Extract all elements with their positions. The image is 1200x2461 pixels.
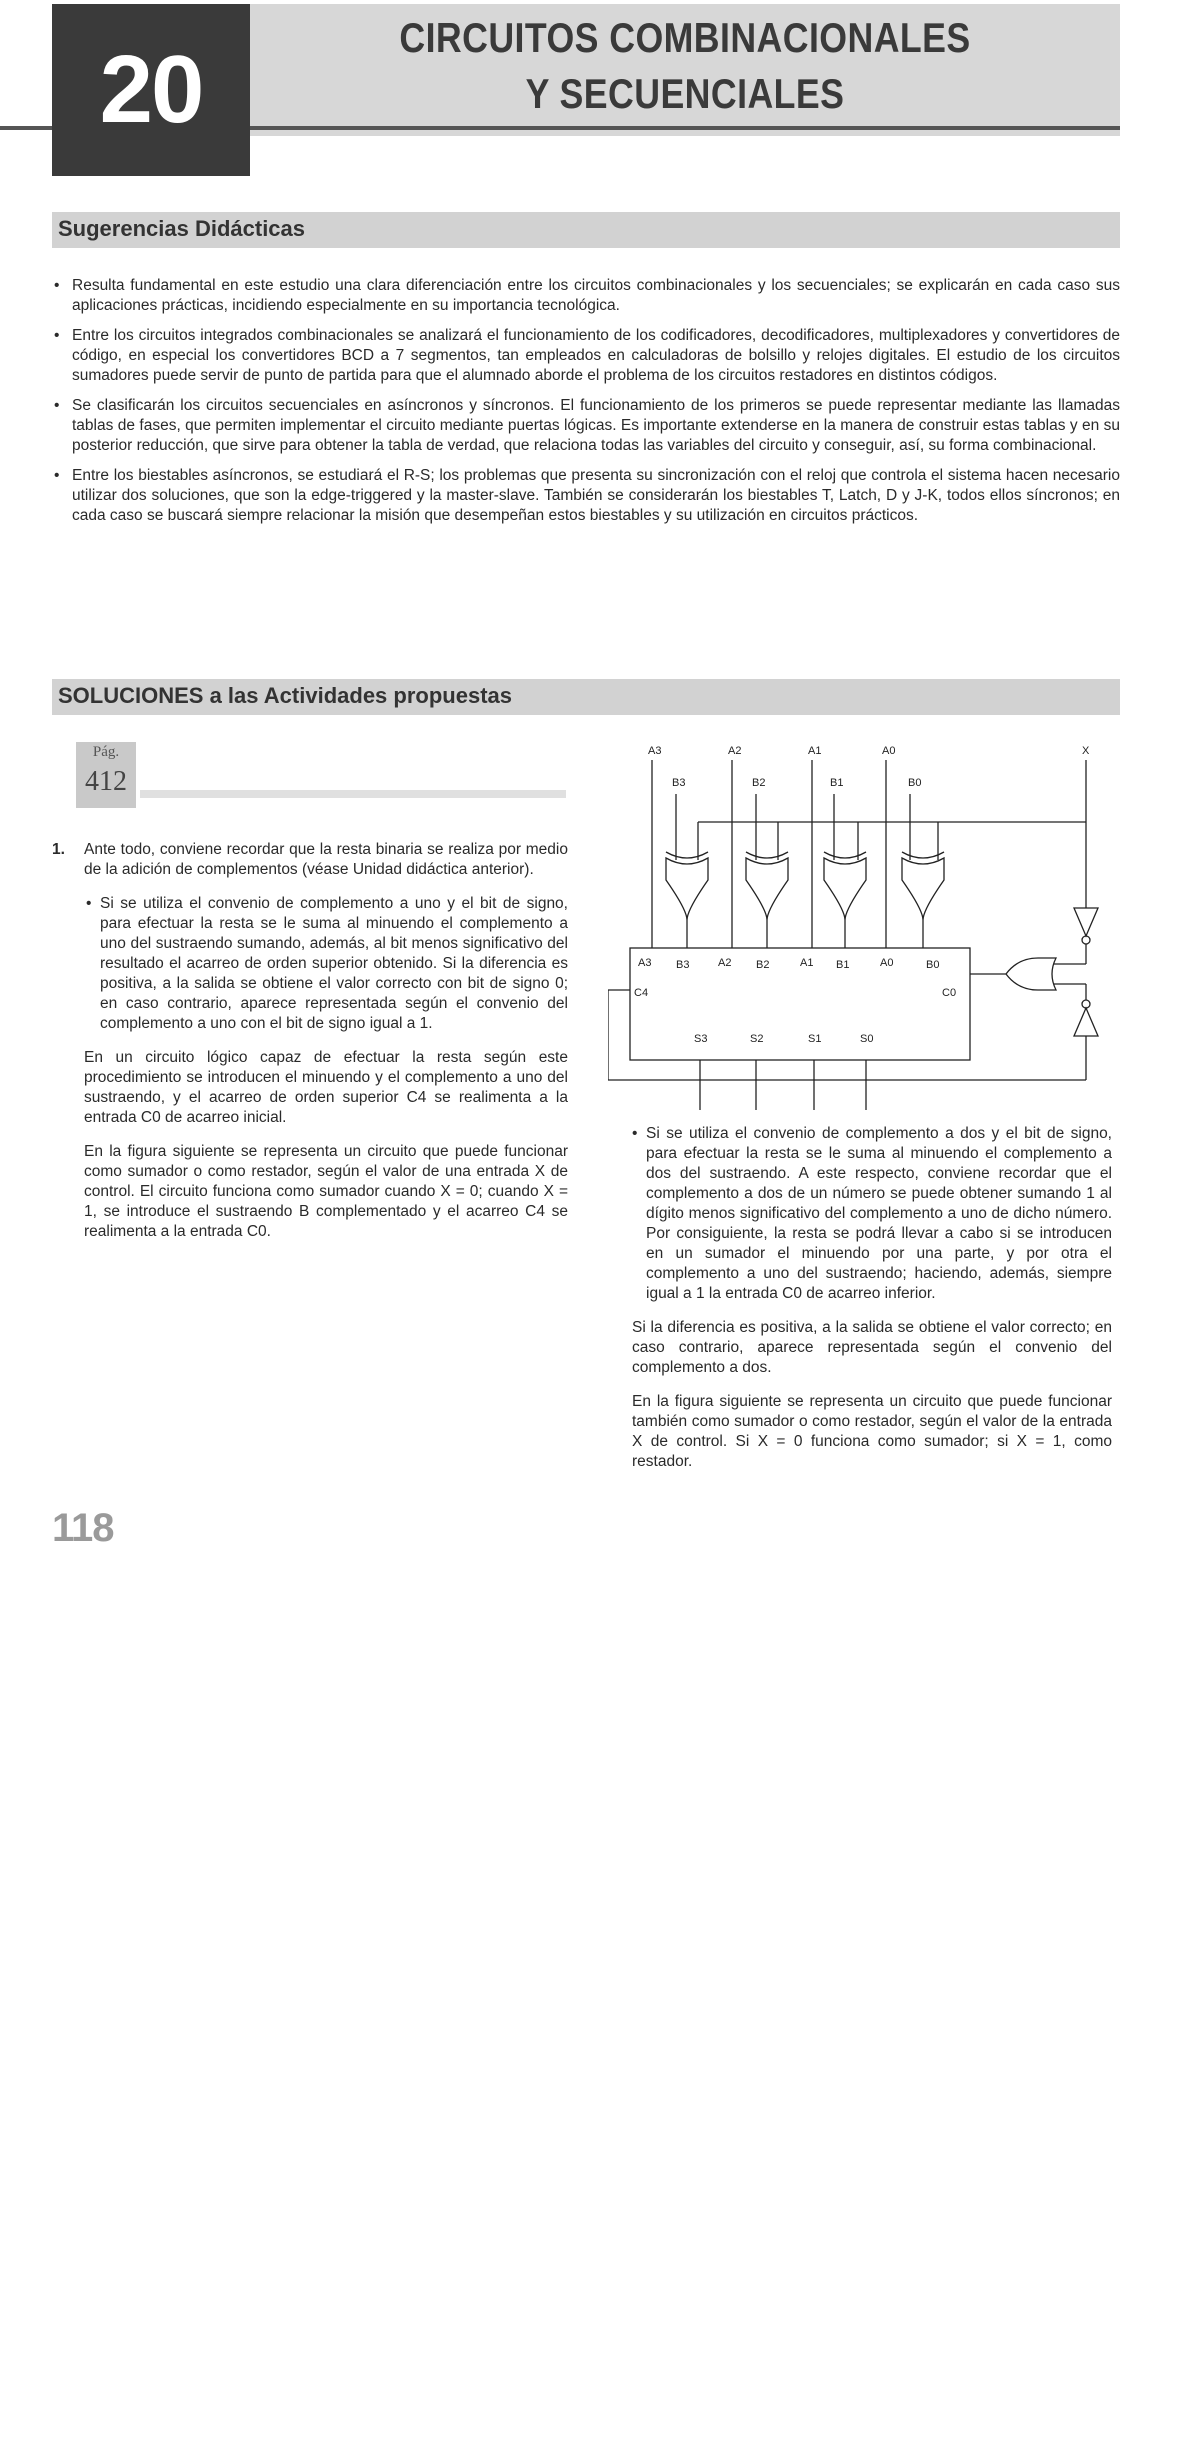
- chapter-number: 20: [52, 4, 250, 176]
- left-column: [52, 840, 568, 1256]
- port-c0: C0: [942, 987, 957, 999]
- chapter-title-line1: CIRCUITOS COMBINACIONALES: [399, 14, 971, 61]
- chapter-title-line2: Y SECUENCIALES: [525, 70, 845, 117]
- section-title-soluciones: SOLUCIONES a las Actividades propuestas: [58, 683, 512, 708]
- section-title-sugerencias: Sugerencias Didácticas: [58, 216, 306, 241]
- section-bar-sugerencias: [52, 212, 1120, 248]
- port-c4: C4: [634, 987, 649, 999]
- label-a0: A0: [882, 745, 896, 757]
- right-column: [632, 1124, 1112, 1486]
- activity-item: [52, 840, 568, 1242]
- paragraph: En un circuito lógico capaz de efectuar la resta según este procedimiento se introducen el minuendo y el complemento a uno del sustraendo, y el acarreo de orden superior C4 se realimenta a la entrada C0 de acarreo inicial.: [84, 1049, 568, 1126]
- sugerencias-list: [52, 276, 1120, 536]
- sugerencia-item: • Entre los biestables asíncronos, se estudiará el R-S; los problemas que presenta su sincronización con el reloj que controla el sistema hacen necesario utilizar dos soluciones, que son la edge-triggered y la master-slave. También se considerarán los biestables T, Latch, D y J-K, todos ellos síncronos; en cada caso se buscará siempre relacionar la misión que desempeñan estos biestables y su utilización en circuitos prácticos.: [52, 466, 1120, 526]
- label-a3: A3: [648, 745, 662, 757]
- output-s0: S0: [860, 1033, 874, 1045]
- paragraph-bullet: • Si se utiliza el convenio de complemento a dos y el bit de signo, para efectuar la resta se le suma al minuendo el complemento a dos del sustraendo. A este respecto, conviene recordar que el complemento a dos de un número se puede obtener sumando 1 al dígito menos significativo del complemento a uno de dicho número. Por consiguiente, la resta se podrá llevar a cabo si se introducen en un sumador el minuendo por una parte, y por otra el complemento a uno del sustraendo; haciendo, además, siempre igual a 1 la entrada C0 de acarreo inferior.: [632, 1124, 1112, 1304]
- sugerencia-item: • Se clasificarán los circuitos secuenciales en asíncronos y síncronos. El funcionamiento de los primeros se puede representar mediante las llamadas tablas de fases, que permiten implementar el circuito mediante puertas lógicas. Es importante extenderse en la manera de construir estas tablas y en su posterior reducción, que sirve para obtener la tabla de verdad, que relaciona todas las variables del circuito y conseguir, así, su forma combinacional.: [52, 396, 1120, 456]
- port-b1: B1: [836, 959, 850, 971]
- buffer-gate: [1074, 1000, 1098, 1036]
- label-b0: B0: [908, 777, 922, 789]
- page-number: 118: [52, 1506, 114, 1550]
- page-ref-rule: [140, 790, 566, 798]
- paragraph: Ante todo, conviene recordar que la resta binaria se realiza por medio de la adición de complementos (véase Unidad didáctica anterior).: [84, 841, 568, 878]
- label-b2: B2: [752, 777, 766, 789]
- output-s2: S2: [750, 1033, 764, 1045]
- port-a1: A1: [800, 957, 814, 969]
- paragraph: Si la diferencia es positiva, a la salida se obtiene el valor correcto; en caso contrario, aparece representada según el convenio del complemento a dos.: [632, 1319, 1112, 1376]
- port-a2: A2: [718, 957, 732, 969]
- page-ref-number: 412: [85, 766, 127, 797]
- label-b1: B1: [830, 777, 844, 789]
- section-bar-soluciones: [52, 679, 1120, 715]
- port-a0: A0: [880, 957, 894, 969]
- xor-gate: [746, 852, 788, 920]
- xor-gate: [666, 852, 708, 920]
- adder-subtractor-circuit: [608, 740, 1120, 1116]
- xor-gate: [902, 852, 944, 920]
- xor-gate: [824, 852, 866, 920]
- output-s3: S3: [694, 1033, 708, 1045]
- label-x: X: [1082, 745, 1090, 757]
- sugerencia-item: • Resulta fundamental en este estudio una clara diferenciación entre los circuitos combinacionales y los secuenciales; se explicarán en cada caso sus aplicaciones prácticas, incidiendo especialmente en su importancia tecnológica.: [52, 276, 1120, 316]
- label-a1: A1: [808, 745, 822, 757]
- buffer-gate: [1074, 908, 1098, 944]
- paragraph-bullet: • Si se utiliza el convenio de complemento a uno y el bit de signo, para efectuar la resta se le suma al minuendo el complemento a uno del sustraendo sumando, además, al bit menos significativo del resultado el acarreo de orden superior obtenido. Si la diferencia es positiva, a la salida se obtiene el valor correcto con bit de signo 0; en caso contrario, aparece representada según el convenio del complemento a uno con el bit de signo igual a 1.: [84, 894, 568, 1034]
- port-b3: B3: [676, 959, 690, 971]
- or-gate: [1006, 958, 1056, 990]
- activity-number: 1.: [52, 841, 65, 858]
- port-a3: A3: [638, 957, 652, 969]
- label-b3: B3: [672, 777, 686, 789]
- label-a2: A2: [728, 745, 742, 757]
- paragraph: En la figura siguiente se representa un circuito que puede funcionar como sumador o como restador, según el valor de una entrada X de control. El circuito funciona como sumador cuando X = 0; cuando X = 1, se introduce el sustraendo B complementado y el acarreo C4 se realimenta a la entrada C0.: [84, 1143, 568, 1240]
- output-s1: S1: [808, 1033, 822, 1045]
- port-b2: B2: [756, 959, 770, 971]
- sugerencia-item: • Entre los circuitos integrados combinacionales se analizará el funcionamiento de los codificadores, decodificadores, multiplexadores y convertidores de código, en especial los convertidores BCD a 7 segmentos, tan empleados en calculadoras de bolsillo y relojes digitales. El estudio de los circuitos sumadores puede servir de punto de partida para que el alumnado aborde el problema de los circuitos restadores en distintos códigos.: [52, 326, 1120, 386]
- paragraph: En la figura siguiente se representa un circuito que puede funcionar también como sumador o como restador, según el valor de la entrada X de control. Si X = 0 funciona como sumador; si X = 1, como restador.: [632, 1393, 1112, 1470]
- page-ref-label: Pág.: [92, 744, 120, 760]
- port-b0: B0: [926, 959, 940, 971]
